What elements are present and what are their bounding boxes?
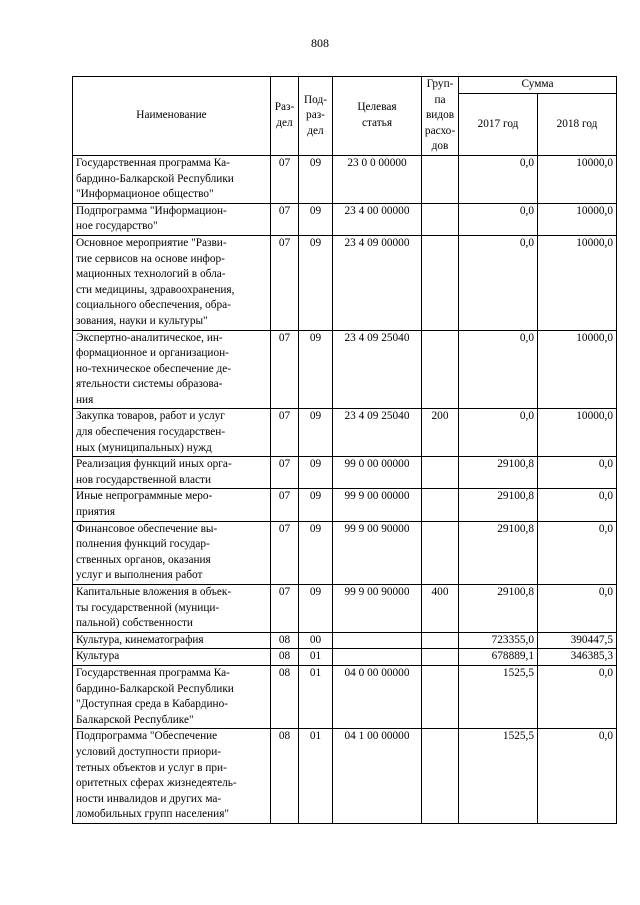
row-section: 07 <box>271 585 299 633</box>
row-name: Государственная программа Ка- бардино-Балкарской Республики "Доступная среда в Кабардино- Балкарской Республике" <box>73 665 271 728</box>
row-sum-2017: 0,0 <box>459 330 538 409</box>
header-section: Раз- дел <box>271 77 299 156</box>
row-section: 08 <box>271 632 299 649</box>
row-target-article: 23 0 0 00000 <box>333 155 422 203</box>
row-subsection: 01 <box>299 649 333 666</box>
table-row <box>73 521 617 584</box>
row-section: 07 <box>271 457 299 489</box>
row-name: Государственная программа Ка- бардино-Балкарской Республики "Информационое общество" <box>73 155 271 203</box>
row-sum-2018: 0,0 <box>538 729 617 824</box>
row-expense-group <box>422 632 459 649</box>
row-target-article <box>333 649 422 666</box>
row-name: Реализация функций иных орга- нов государственной власти <box>73 457 271 489</box>
header-sum: Сумма <box>459 77 617 94</box>
header-subsection: Под- раз- дел <box>299 77 333 156</box>
row-name: Экспертно-аналитическое, ин- формационное и организацион- но-техническое обеспечение де- ятельности системы образова- ния <box>73 330 271 409</box>
table-row <box>73 457 617 489</box>
row-target-article: 23 4 09 25040 <box>333 409 422 457</box>
row-sum-2018: 0,0 <box>538 489 617 521</box>
row-subsection: 09 <box>299 585 333 633</box>
row-expense-group <box>422 330 459 409</box>
row-name: Финансовое обеспечение вы- полнения функций государ- ственных органов, оказания услуг и выполнения работ <box>73 521 271 584</box>
row-sum-2017: 0,0 <box>459 155 538 203</box>
row-expense-group: 200 <box>422 409 459 457</box>
row-section: 08 <box>271 649 299 666</box>
row-name: Подпрограмма "Обеспечение условий доступности приори- тетных объектов и услуг в при- оритетных сферах жизнедеятель- ности инвалидов и других ма- ломобильных групп населения" <box>73 729 271 824</box>
row-sum-2018: 0,0 <box>538 665 617 728</box>
row-sum-2017: 29100,8 <box>459 457 538 489</box>
row-sum-2017: 29100,8 <box>459 585 538 633</box>
table-row <box>73 409 617 457</box>
row-target-article: 23 4 09 00000 <box>333 235 422 330</box>
row-subsection: 09 <box>299 235 333 330</box>
table-row <box>73 632 617 649</box>
row-target-article: 99 9 00 90000 <box>333 585 422 633</box>
table-row <box>73 489 617 521</box>
budget-table <box>72 76 617 824</box>
row-expense-group <box>422 235 459 330</box>
row-sum-2018: 10000,0 <box>538 203 617 235</box>
row-expense-group <box>422 155 459 203</box>
row-subsection: 09 <box>299 409 333 457</box>
row-section: 08 <box>271 665 299 728</box>
row-sum-2018: 346385,3 <box>538 649 617 666</box>
row-expense-group <box>422 665 459 728</box>
row-target-article: 23 4 00 00000 <box>333 203 422 235</box>
row-target-article: 04 0 00 00000 <box>333 665 422 728</box>
row-sum-2018: 10000,0 <box>538 155 617 203</box>
row-section: 07 <box>271 235 299 330</box>
table-row <box>73 330 617 409</box>
table-row <box>73 665 617 728</box>
row-name: Культура, кинематография <box>73 632 271 649</box>
row-subsection: 09 <box>299 489 333 521</box>
header-target-article: Целевая статья <box>333 77 422 156</box>
row-name: Подпрограмма "Информацион- ное государство" <box>73 203 271 235</box>
row-subsection: 09 <box>299 457 333 489</box>
header-year-2017: 2017 год <box>459 93 538 155</box>
row-expense-group <box>422 521 459 584</box>
header-expense-group: Груп- па видов расхо- дов <box>422 77 459 156</box>
row-sum-2017: 29100,8 <box>459 521 538 584</box>
row-subsection: 09 <box>299 521 333 584</box>
row-section: 07 <box>271 203 299 235</box>
row-sum-2018: 10000,0 <box>538 409 617 457</box>
row-sum-2018: 0,0 <box>538 521 617 584</box>
row-sum-2018: 0,0 <box>538 457 617 489</box>
page-number: 808 <box>311 36 329 50</box>
row-section: 07 <box>271 330 299 409</box>
row-expense-group <box>422 489 459 521</box>
table-row <box>73 585 617 633</box>
row-sum-2018: 0,0 <box>538 585 617 633</box>
row-sum-2017: 1525,5 <box>459 665 538 728</box>
row-target-article: 23 4 09 25040 <box>333 330 422 409</box>
header-year-2018: 2018 год <box>538 93 617 155</box>
row-subsection: 00 <box>299 632 333 649</box>
row-sum-2018: 10000,0 <box>538 235 617 330</box>
row-sum-2017: 0,0 <box>459 235 538 330</box>
row-target-article: 04 1 00 00000 <box>333 729 422 824</box>
header-name: Наименование <box>73 77 271 156</box>
row-subsection: 01 <box>299 665 333 728</box>
row-sum-2017: 29100,8 <box>459 489 538 521</box>
row-section: 07 <box>271 521 299 584</box>
row-section: 07 <box>271 409 299 457</box>
row-sum-2017: 0,0 <box>459 203 538 235</box>
row-section: 08 <box>271 729 299 824</box>
row-name: Культура <box>73 649 271 666</box>
row-section: 07 <box>271 489 299 521</box>
table-row <box>73 203 617 235</box>
row-sum-2018: 390447,5 <box>538 632 617 649</box>
row-expense-group <box>422 729 459 824</box>
table-row <box>73 235 617 330</box>
row-sum-2017: 678889,1 <box>459 649 538 666</box>
row-target-article: 99 0 00 00000 <box>333 457 422 489</box>
table-row <box>73 649 617 666</box>
row-expense-group <box>422 649 459 666</box>
table-row <box>73 729 617 824</box>
row-target-article: 99 9 00 00000 <box>333 489 422 521</box>
row-section: 07 <box>271 155 299 203</box>
row-name: Иные непрограммные меро- приятия <box>73 489 271 521</box>
row-subsection: 09 <box>299 203 333 235</box>
row-name: Закупка товаров, работ и услуг для обеспечения государствен- ных (муниципальных) нужд <box>73 409 271 457</box>
row-target-article: 99 9 00 90000 <box>333 521 422 584</box>
row-sum-2017: 723355,0 <box>459 632 538 649</box>
row-name: Основное мероприятие "Разви- тие сервисов на основе инфор- мационных технологий в обла- сти медицины, здравоохранения, социального обеспечения, обра- зования, науки и культуры" <box>73 235 271 330</box>
row-subsection: 09 <box>299 330 333 409</box>
row-subsection: 01 <box>299 729 333 824</box>
row-sum-2018: 10000,0 <box>538 330 617 409</box>
row-expense-group: 400 <box>422 585 459 633</box>
row-expense-group <box>422 457 459 489</box>
row-subsection: 09 <box>299 155 333 203</box>
row-sum-2017: 1525,5 <box>459 729 538 824</box>
row-expense-group <box>422 203 459 235</box>
table-row <box>73 155 617 203</box>
row-name: Капитальные вложения в объек- ты государственной (муници- пальной) собственности <box>73 585 271 633</box>
row-target-article <box>333 632 422 649</box>
row-sum-2017: 0,0 <box>459 409 538 457</box>
